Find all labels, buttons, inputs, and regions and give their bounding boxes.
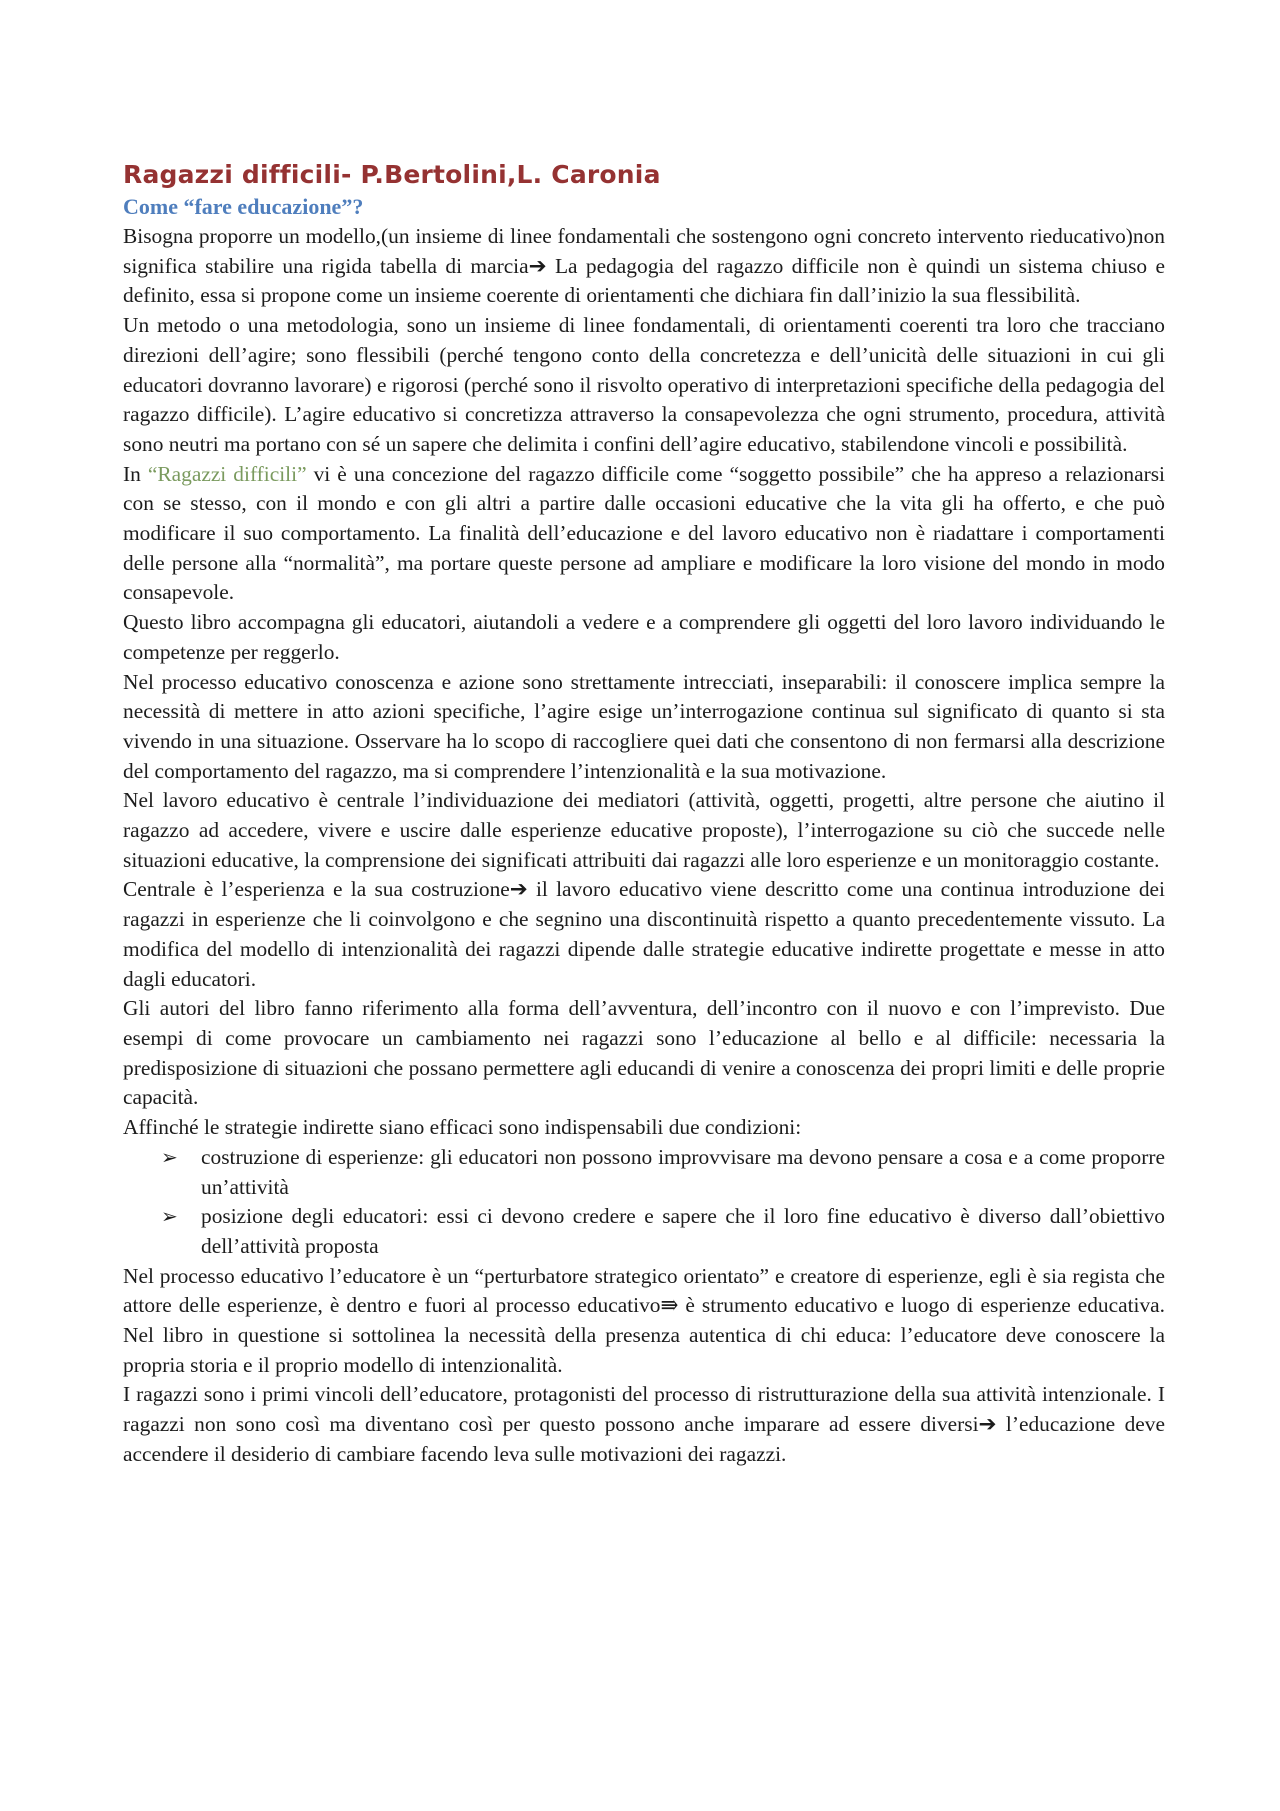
paragraph-6: Nel lavoro educativo è centrale l’individuazione dei mediatori (attività, oggetti, progetti, altre persone che aiutino il ragazzo ad accedere, vivere e uscire dalle esperienze educative proposte), l’interrogazione su ciò che succede nelle situazioni educative, la comprensione dei significati attribuiti dai ragazzi alle loro esperienze e un monitoraggio costante. <box>123 788 1165 872</box>
paragraph-9: Affinché le strategie indirette siano efficaci sono indispensabili due condizioni: <box>123 1115 802 1140</box>
document-title: Ragazzi difficili- P.Bertolini,L. Caronia <box>123 160 661 189</box>
list-item <box>161 1143 1165 1202</box>
paragraph-7: Centrale è l’esperienza e la sua costruzione➔ il lavoro educativo viene descritto come una continua introduzione dei ragazzi in esperienze che li coinvolgono e che segnino una discontinuità rispetto a quanto precedentemente vissuto. La modifica del modello di intenzionalità dei ragazzi dipende dalle strategie educative indirette progettate e messe in atto dagli educatori. <box>123 877 1165 991</box>
arrowhead-bullet-icon: ➢ <box>161 1204 178 1229</box>
list-item-text: costruzione di esperienze: gli educatori non possono improvvisare ma devono pensare a cosa e a come proporre un’attività <box>201 1144 1165 1199</box>
paragraph-10: Nel processo educativo l’educatore è un “perturbatore strategico orientato” e creatore di esperienze, egli è sia regista che attore delle esperienze, è dentro e fuori al processo educativo⇛ è strumento educativo e luogo di esperienze educativa. Nel libro in questione si sottolinea la necessità della presenza autentica di chi educa: l’educatore deve conoscere la propria storia e il proprio modello di intenzionalità. <box>123 1263 1165 1377</box>
paragraph-3 <box>123 460 1165 609</box>
paragraph-1: Bisogna proporre un modello,(un insieme di linee fondamentali che sostengono ogni concreto intervento rieducativo)non significa stabilire una rigida tabella di marcia➔ La pedagogia del ragazzo difficile non è quindi un sistema chiuso e definito, essa si propone come un insieme coerente di orientamenti che dichiara fin dall’inizio la sua flessibilità. <box>123 224 1165 308</box>
paragraph-3-rest: vi è una concezione del ragazzo difficile come “soggetto possibile” che ha appreso a relazionarsi con se stesso, con il mondo e con gli altri a partire dalle occasioni educative che la vita gli ha offerto, e che può modificare il suo comportamento. La finalità dell’educazione e del lavoro educativo non è riadattare i comportamenti delle persone alla “normalità”, ma portare queste persone ad ampliare e modificare la loro visione del mondo in modo consapevole. <box>123 461 1165 605</box>
paragraph-4: Questo libro accompagna gli educatori, aiutandoli a vedere e a comprendere gli oggetti del loro lavoro individuando le competenze per reggerlo. <box>123 610 1165 664</box>
paragraph-8: Gli autori del libro fanno riferimento alla forma dell’avventura, dell’incontro con il nuovo e con l’imprevisto. Due esempi di come provocare un cambiamento nei ragazzi sono l’educazione al bello e al difficile: necessaria la predisposizione di situazioni che possano permettere agli educandi di venire a conoscenza dei propri limiti e delle proprie capacità. <box>123 996 1165 1110</box>
paragraph-2: Un metodo o una metodologia, sono un insieme di linee fondamentali, di orientamenti coerenti tra loro che tracciano direzioni dell’agire; sono flessibili (perché tengono conto della concretezza e dell’unicità delle situazioni in cui gli educatori dovranno lavorare) e rigorosi (perché sono il risvolto operativo di interpretazioni specifiche della pedagogia del ragazzo difficile). L’agire educativo si concretizza attraverso la consapevolezza che ogni strumento, procedura, attività sono neutri ma portano con sé un sapere che delimita i confini dell’agire educativo, stabilendone vincoli e possibilità. <box>123 313 1165 456</box>
arrowhead-bullet-icon: ➢ <box>161 1144 178 1169</box>
book-title-highlight: “Ragazzi difficili” <box>147 461 307 486</box>
paragraph-5: Nel processo educativo conoscenza e azione sono strettamente intrecciati, inseparabili: il conoscere implica sempre la necessità di mettere in atto azioni specifiche, l’agire esige un’interrogazione continua sul significato di quanto si sta vivendo in una situazione. Osservare ha lo scopo di raccogliere quei dati che consentono di non fermarsi alla descrizione del comportamento del ragazzo, ma si comprendere l’intenzionalità e la sua motivazione. <box>123 669 1165 783</box>
conditions-list <box>123 1143 1165 1262</box>
paragraph-11: I ragazzi sono i primi vincoli dell’educatore, protagonisti del processo di ristrutturazione della sua attività intenzionale. I ragazzi non sono così ma diventano così per questo possono anche imparare ad essere diversi➔ l’educazione deve accendere il desiderio di cambiare facendo leva sulle motivazioni dei ragazzi. <box>123 1382 1165 1466</box>
document-page <box>123 158 1165 1470</box>
list-item-text: posizione degli educatori: essi ci devono credere e sapere che il loro fine educativo è diverso dall’obiettivo dell’attività proposta <box>201 1204 1165 1258</box>
list-item <box>161 1202 1165 1261</box>
paragraph-3-prefix: In <box>123 461 148 486</box>
section-subtitle: Come “fare educazione”? <box>123 194 364 219</box>
